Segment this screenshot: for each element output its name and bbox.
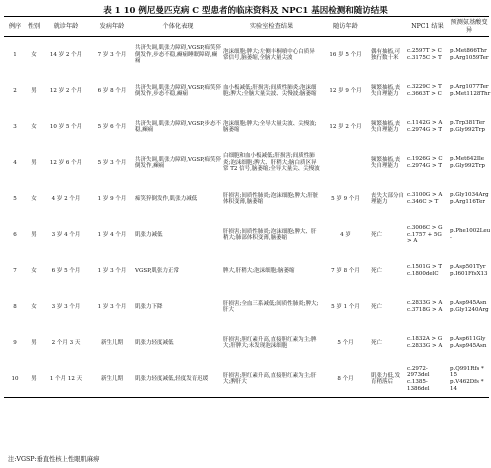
sex-cell: 男 xyxy=(26,361,42,398)
presentation-cell: 共济失调,肌张力障碍,VGSP,痴笑猝倒发作,癫痫 xyxy=(135,156,221,169)
visit-age-cell: 4 岁 2 个月 xyxy=(51,195,81,202)
followup-result-cell: 丧失大部分自理能力 xyxy=(371,192,405,205)
visit-age-cell: 12 岁 6 个月 xyxy=(49,159,83,166)
visit-age-cell: 1 个月 12 天 xyxy=(42,361,90,398)
presentation-cell: 肌张力轻度减低 xyxy=(135,339,174,346)
header-followup-age: 随访年龄 xyxy=(321,17,370,37)
case-number: 7 xyxy=(13,267,17,274)
case-number: 5 xyxy=(13,195,17,202)
followup-age-cell: 8 个月 xyxy=(321,361,370,398)
lab-result-cell: 肝损害;间质性肺炎;泡沫细胞;脾大、肝稍大;肺部体积变薄,脑萎缩 xyxy=(223,228,317,241)
followup-age-cell: 5 岁 1 个月 xyxy=(331,303,360,310)
header-amino-acid: 预测氨基酸变异 xyxy=(449,17,489,37)
visit-age-cell: 2 个月 3 天 xyxy=(51,339,81,346)
onset-age-cell: 新生儿期 xyxy=(100,339,123,346)
header-visit-age: 就诊年龄 xyxy=(42,17,90,37)
onset-age-cell: 7 岁 3 个月 xyxy=(97,51,127,58)
amino-acid-cell: p.Q991Rfs * 15 p.V462Dfs * 14 xyxy=(449,361,489,398)
followup-result-cell: 死亡 xyxy=(371,267,383,274)
case-number: 4 xyxy=(13,159,17,166)
header-row xyxy=(4,17,489,37)
npc1-variant-cell: c.1501G > T c.1800delC xyxy=(407,264,442,277)
npc1-variant-cell: c.1832A > G c.2833G > A xyxy=(407,336,443,349)
onset-age-cell: 1 岁 4 个月 xyxy=(97,231,127,238)
amino-acid-cell: p.Arg1077Ter p.Met1128Thr xyxy=(450,84,491,97)
clinical-data-table xyxy=(4,16,489,398)
visit-age-cell: 6 岁 5 个月 xyxy=(51,267,81,274)
table-row xyxy=(4,289,489,325)
sex-cell: 女 xyxy=(31,303,37,310)
table-row xyxy=(4,253,489,289)
header-sex: 性别 xyxy=(26,17,42,37)
followup-age-cell: 5 个月 xyxy=(337,339,354,346)
sex-cell: 女 xyxy=(31,267,37,274)
onset-age-cell: 6 岁 8 个月 xyxy=(97,87,127,94)
case-number: 9 xyxy=(13,339,17,346)
presentation-cell: 共济失调,肌张力障碍,VGSP,步态不稳,癫痫 xyxy=(135,120,221,133)
npc1-variant-cell: c.3229C > T c.3663T > C xyxy=(407,84,442,97)
header-presentation: 个体化表现 xyxy=(134,17,222,37)
followup-result-cell: 肌张力低,发育稍落后 xyxy=(370,361,406,398)
case-number: 6 xyxy=(13,231,17,238)
onset-age-cell: 1 岁 9 个月 xyxy=(97,195,127,202)
npc1-variant-cell: c.2972-2973del c.1385-1386del xyxy=(406,361,449,398)
table-body xyxy=(4,37,489,398)
presentation-cell: 痴笑猝倒发作,肌张力减低 xyxy=(135,195,198,202)
header-onset-age: 发病年龄 xyxy=(90,17,134,37)
npc1-variant-cell: c.2597T > C c.3175C > T xyxy=(407,48,442,61)
presentation-cell: 肌张力下降 xyxy=(135,303,163,310)
table-row xyxy=(4,361,489,398)
lab-result-cell: 血小板减低;肝损害;间质性肺炎;泡沫细胞;脾大;全脑大量尖波、尖慢波;脑萎缩 xyxy=(223,84,317,97)
header-npc1: NPC1 结果 xyxy=(406,17,449,37)
onset-age-cell: 新生儿期 xyxy=(90,361,134,398)
followup-age-cell: 4 岁 xyxy=(340,231,351,238)
amino-acid-cell: p.Gly1034Arg p.Arg116Ter xyxy=(450,192,489,205)
presentation-cell: 肌张力轻度减低,轻度发育迟缓 xyxy=(134,361,222,398)
followup-result-cell: 偶有抽搐,可独行数十米 xyxy=(371,48,401,61)
table-row xyxy=(4,181,489,217)
sex-cell: 男 xyxy=(31,339,37,346)
amino-acid-cell: p.Met866Thr p.Arg1059Ter xyxy=(450,48,489,61)
followup-result-cell: 死亡 xyxy=(371,303,383,310)
presentation-cell: 共济失调,肌张力障碍,VGSP,痴笑猝倒发作,步态不稳,癫痫睡眠障碍,癫痫 xyxy=(135,45,221,65)
presentation-cell: 共济失调,肌张力障碍,VGSP,痴笑猝倒发作,步态不稳,癫痫 xyxy=(135,84,221,97)
npc1-variant-cell: c.3006C > G c.1757 + 5G > A xyxy=(407,224,443,245)
npc1-variant-cell: c.3100G > A c.346C > T xyxy=(407,192,443,205)
lab-result-cell: 泡沫细胞;脾大;全导大量尖波、尖慢波;脑萎缩 xyxy=(223,120,317,133)
lab-result-cell: 肝损害;胆红素升高,直接胆红素为主;脾大;肝脾大;未发现泡沫细胞 xyxy=(223,336,317,349)
sex-cell: 女 xyxy=(31,195,37,202)
table-number: 表 1 xyxy=(103,6,121,16)
amino-acid-cell: p.Phe1002Leu - xyxy=(450,228,491,241)
lab-result-cell: 肝损害;胆红素升高,直接胆红素为主;肝大;脾肝大 xyxy=(222,361,321,398)
case-number: 8 xyxy=(13,303,17,310)
table-row xyxy=(4,37,489,74)
followup-age-cell: 12 岁 9 个月 xyxy=(329,87,362,94)
visit-age-cell: 3 岁 4 个月 xyxy=(51,231,81,238)
followup-result-cell: 频繁抽搐,丧失自理能力 xyxy=(371,156,401,169)
lab-result-cell: 脾大,肝稍大;泡沫细胞;脑萎缩 xyxy=(223,267,295,274)
table-row xyxy=(4,109,489,145)
onset-age-cell: 1 岁 3 个月 xyxy=(97,267,127,274)
followup-age-cell: 16 岁 5 个月 xyxy=(329,51,362,58)
footnote: 注:VGSP:垂直性核上性眼肌麻痹 xyxy=(8,456,100,463)
visit-age-cell: 10 岁 5 个月 xyxy=(49,123,83,130)
visit-age-cell: 14 岁 2 个月 xyxy=(49,51,83,58)
amino-acid-cell: p.Trp381Ter p.Gly992Trp xyxy=(450,120,485,133)
followup-result-cell: 频繁抽搐,丧失自理能力 xyxy=(371,120,401,133)
case-number: 10 xyxy=(4,361,26,398)
followup-age-cell: 5 岁 9 个月 xyxy=(331,195,360,202)
followup-age-cell xyxy=(321,145,370,181)
amino-acid-cell: p.Met642Ile p.Gly992Trp xyxy=(450,156,485,169)
followup-result-cell: 死亡 xyxy=(371,339,383,346)
lab-result-cell: 泡沫细胞;脾大;左侧丰桐嗔中心白质异常信号,脑萎缩,全脑大量尖波 xyxy=(223,48,315,61)
header-lab: 实验室检查结果 xyxy=(222,17,321,37)
presentation-cell: VGSP,肌张力正常 xyxy=(135,267,179,274)
followup-age-cell: 7 岁 8 个月 xyxy=(331,267,360,274)
followup-age-cell: 12 岁 2 个月 xyxy=(329,123,362,130)
sex-cell: 男 xyxy=(31,87,37,94)
followup-result-cell: 频繁抽搐,丧失自理能力 xyxy=(371,84,401,97)
npc1-variant-cell: c.1926G > C c.2974G > T xyxy=(407,156,443,169)
lab-result-cell: 白细胞和血小板减低;肝损害;间质性肺炎;泡沫细胞;脾大、肝稍大;脑白质区异常 T2 信号,脑萎缩;全导大量尖、尖慢波 xyxy=(223,153,320,173)
table-caption: 10 例尼曼匹克病 C 型患者的临床资料及 NPC1 基因检测和随访结果 xyxy=(123,6,388,16)
amino-acid-cell: p.Asp501Tyr p.I601FfsX13 xyxy=(450,264,488,277)
visit-age-cell: 12 岁 2 个月 xyxy=(49,87,83,94)
header-case: 例序 xyxy=(4,17,26,37)
table-row xyxy=(4,73,489,109)
table-title xyxy=(0,4,491,16)
case-number: 1 xyxy=(13,51,17,58)
presentation-cell: 肌张力减低 xyxy=(135,231,163,238)
lab-result-cell: 肝损害;间质性肺炎;泡沫细胞;脾大;肝脏体积变薄,脑萎缩 xyxy=(223,192,319,205)
sex-cell: 男 xyxy=(31,159,37,166)
sex-cell: 女 xyxy=(31,51,37,58)
case-number: 2 xyxy=(13,87,17,94)
header-followup-result xyxy=(370,17,406,37)
onset-age-cell: 5 岁 3 个月 xyxy=(97,159,127,166)
amino-acid-cell: p.Asp611Gly p.Asp945Asn xyxy=(450,336,487,349)
table-row xyxy=(4,145,489,181)
sex-cell: 男 xyxy=(31,231,37,238)
npc1-variant-cell: c.2833G > A c.3718G > A xyxy=(407,300,443,313)
onset-age-cell: 1 岁 3 个月 xyxy=(97,303,127,310)
npc1-variant-cell: c.1142G > A c.2974G > T xyxy=(407,120,443,133)
visit-age-cell: 3 岁 3 个月 xyxy=(51,303,81,310)
sex-cell: 女 xyxy=(31,123,37,130)
case-number: 3 xyxy=(13,123,17,130)
onset-age-cell: 5 岁 6 个月 xyxy=(97,123,127,130)
lab-result-cell: 肝损害;全血三系减低;间质性肺炎;脾大;肝大 xyxy=(223,300,319,313)
table-row xyxy=(4,325,489,361)
amino-acid-cell: p.Asp945Asn p.Gly1240Arg xyxy=(450,300,489,313)
followup-result-cell: 死亡 xyxy=(371,231,383,238)
table-row xyxy=(4,217,489,253)
